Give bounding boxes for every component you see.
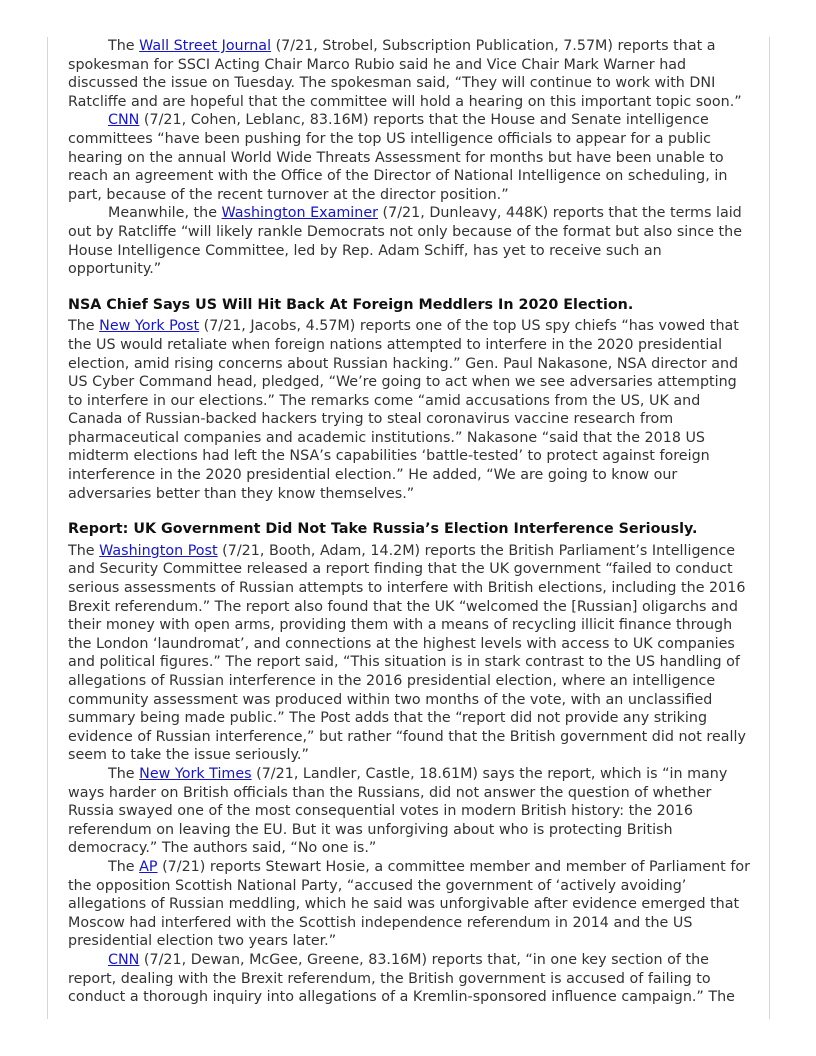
document-body — [68, 37, 752, 1007]
source-link[interactable]: Washington Post — [99, 542, 218, 559]
source-link[interactable]: AP — [139, 858, 158, 875]
paragraph — [68, 765, 752, 858]
paragraph — [68, 542, 752, 765]
article-heading: Report: UK Government Did Not Take Russia’s Election Interference Seriously. — [68, 521, 698, 538]
paragraph — [68, 858, 752, 951]
source-link[interactable]: CNN — [108, 112, 140, 129]
source-link[interactable]: New York Times — [139, 765, 252, 782]
text: (7/21, Jacobs, 4.57M) reports one of the top US spy chiefs “has vowed that the US would retaliate when foreign nations attempted to interfere in the 2020 presidential election, amid rising concerns about Russian hacking.” Gen. Paul Nakasone, NSA director and US Cyber Command head, pledged, “We’re going to act when we see adversaries attempting to interfere in our elections.” The remarks come “amid accusations from the US, UK and Canada of Russian-backed hackers trying to steal coronavirus vaccine research from pharmaceutical companies and academic institutions.” Nakasone “said that the 2018 US midterm elections had left the NSA’s capabilities ‘battle-tested’ to protect against foreign interference in the 2020 presidential election.” He added, “We are going to know our adversaries better than they know themselves.” — [68, 318, 739, 502]
paragraph — [68, 951, 752, 1007]
text: The — [68, 318, 100, 335]
text: (7/21, Dewan, McGee, Greene, 83.16M) reports that, “in one key section of the report, dealing with the Brexit referendum, the British government is accused of failing to conduct a thorough inquiry into allegations of a Kremlin-sponsored influence campaign.” The — [68, 951, 735, 1006]
paragraph — [68, 111, 752, 204]
source-link[interactable]: CNN — [108, 951, 140, 968]
text: (7/21, Booth, Adam, 14.2M) reports the British Parliament’s Intelligence and Security Committee released a report finding that the UK government “failed to conduct serious assessments of Russian attempts to interfere with British elections, including the 2016 Brexit referendum.” The report also found that the UK “welcomed the [Russian] oligarchs and their money with open arms, providing them with a means of recycling illicit finance through the London ‘laundromat’, and connections at the highest levels with access to UK companies and political figures.” The report said, “This situation is in stark contrast to the US handling of allegations of Russian interference in the 2016 presidential election, where an intelligence community assessment was produced within two months of the vote, with an unclassified summary being made public.” The Post adds that the “report did not provide any striking evidence of Russian interference,” but rather “found that the British government did not really seem to take the issue seriously.” — [68, 542, 746, 764]
text: The — [108, 38, 140, 54]
text: (7/21) reports Stewart Hosie, a committee member and member of Parliament for the opposition Scottish National Party, “accused the government of ‘actively avoiding’ allegations of Russian meddling, which he said was unforgivable after evidence emerged that Moscow had interfered with the Scottish independence referendum in 2014 and the US presidential election two years later.” — [68, 858, 750, 950]
paragraph — [68, 204, 752, 278]
text: (7/21, Landler, Castle, 18.61M) says the report, which is “in many ways harder on British officials than the Russians, did not answer the question of whether Russia swayed one of the most consequential votes in modern British history: the 2016 referendum on leaving the EU. But it was unforgiving about who is protecting British democracy.” The authors said, “No one is.” — [68, 765, 728, 857]
text: The — [108, 765, 140, 782]
paragraph — [68, 37, 752, 111]
article-heading: NSA Chief Says US Will Hit Back At Foreign Meddlers In 2020 Election. — [68, 296, 634, 313]
text: (7/21, Strobel, Subscription Publication, 7.57M) reports that a spokesman for SSCI Acting Chair Marco Rubio said he and Vice Chair Mark Warner had discussed the issue on Tuesday. The spokesman said, “They will continue to work with DNI Ratcliffe and are hopeful that the committee will hold a hearing on this important topic soon.” — [68, 38, 742, 110]
text: (7/21, Cohen, Leblanc, 83.16M) reports that the House and Senate intelligence committees “have been pushing for the top US intelligence officials to appear for a public hearing on the annual World Wide Threats Assessment for months but have been unable to reach an agreement with the Office of the Director of National Intelligence on scheduling, in part, because of the recent turnover at the director position.” — [68, 112, 728, 203]
source-link[interactable]: Wall Street Journal — [139, 38, 272, 54]
text: Meanwhile, the — [108, 205, 222, 222]
source-link[interactable]: Washington Examiner — [221, 205, 378, 222]
source-link[interactable]: New York Post — [99, 318, 200, 335]
text: The — [68, 542, 100, 559]
paragraph — [68, 317, 752, 503]
text: The — [108, 858, 140, 875]
text: (7/21, Dunleavy, 448K) reports that the terms laid out by Ratcliffe “will likely rankle Democrats not only because of the format but also since the House Intelligence Committee, led by Rep. Adam Schiff, has yet to receive such an opportunity.” — [68, 205, 742, 278]
